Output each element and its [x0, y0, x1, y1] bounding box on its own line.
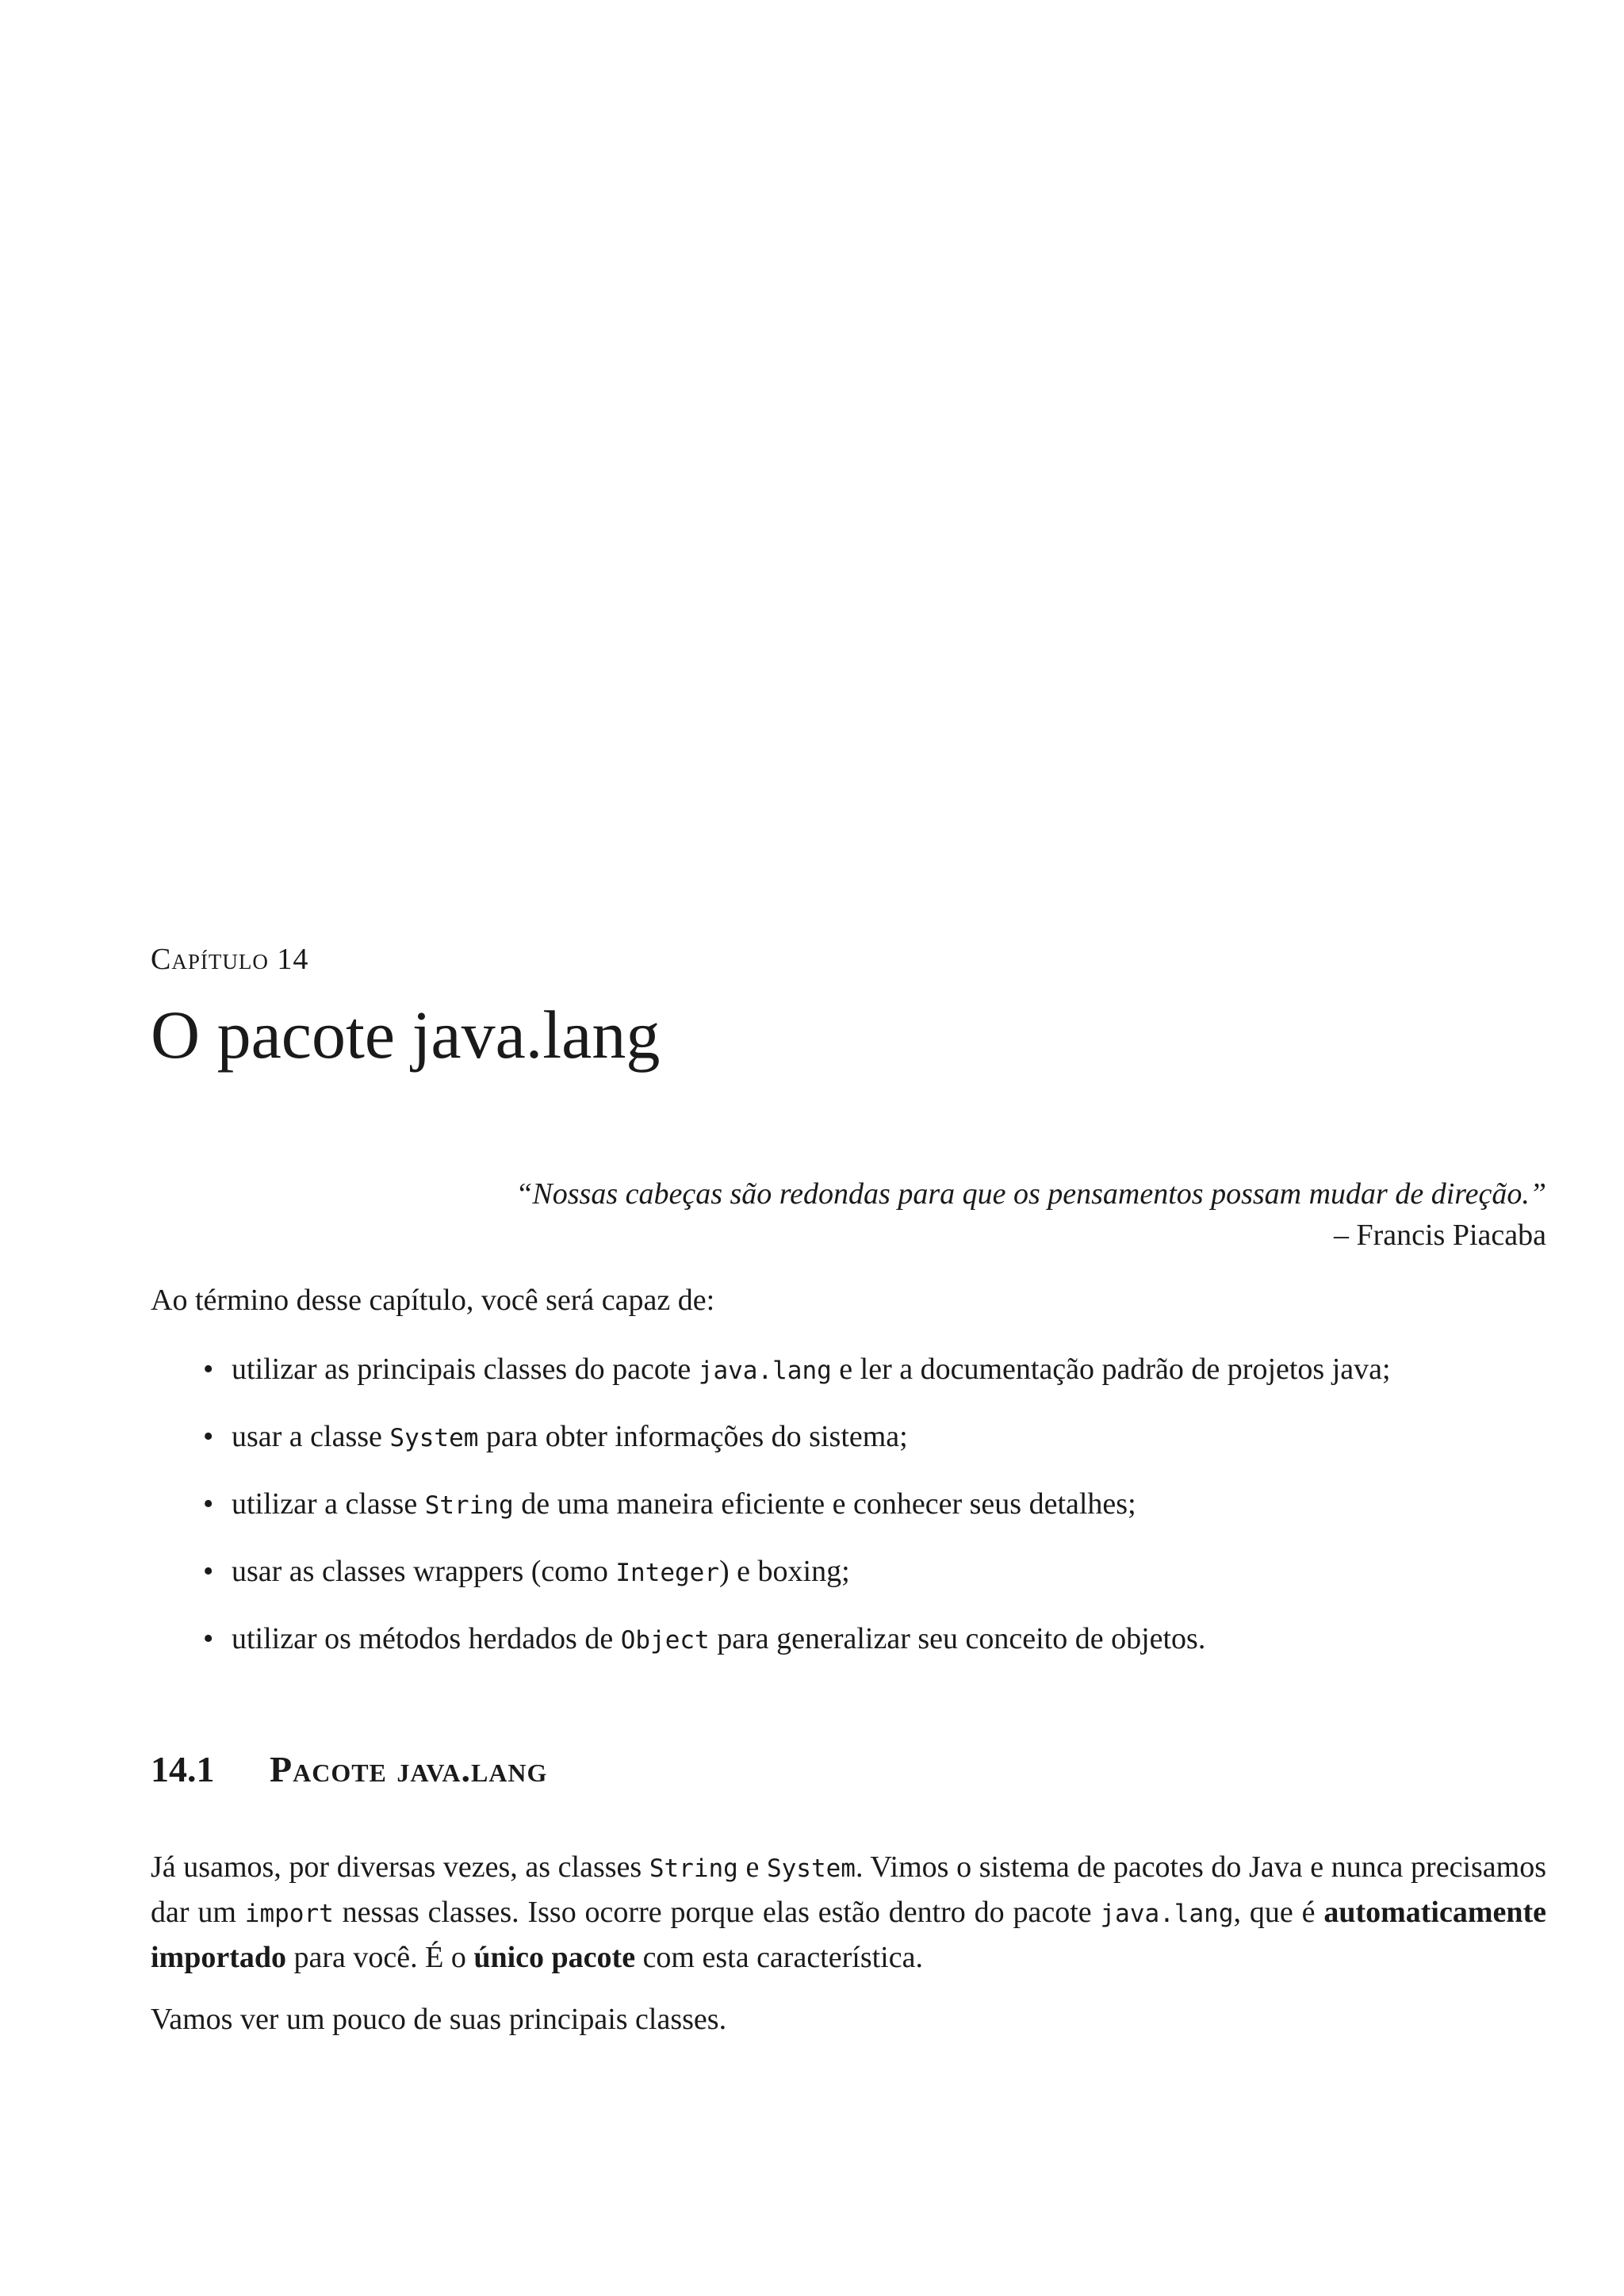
goal-code: java.lang — [698, 1357, 832, 1385]
bullet-icon: • — [203, 1555, 214, 1588]
book-page — [151, 0, 1546, 2296]
goal-text: ) e boxing; — [719, 1555, 850, 1588]
paragraph-text: . Vimos o sistema de pacotes do Java e nunca precisamos dar um — [151, 1850, 1547, 1929]
paragraph-text: para você. É o — [286, 1941, 474, 1974]
goal-code: Object — [620, 1626, 710, 1655]
bullet-icon: • — [203, 1353, 214, 1386]
epigraph-quote: “Nossas cabeças são redondas para que os pensamentos possam mudar de direção.” — [515, 1177, 1546, 1211]
chapter-intro: Ao término desse capítulo, você será capaz de: — [151, 1284, 715, 1317]
paragraph-text: Já usamos, por diversas vezes, as classes — [151, 1850, 649, 1884]
goal-code: System — [389, 1424, 479, 1452]
paragraph-text: e — [737, 1850, 767, 1884]
learning-goals-list — [151, 1348, 1546, 1685]
list-item — [151, 1348, 1546, 1415]
section-heading — [151, 1748, 547, 1790]
section-title: Pacote java.lang — [270, 1749, 548, 1789]
list-item — [151, 1483, 1546, 1550]
inline-code: System — [766, 1854, 856, 1883]
goal-text: de uma maneira eficiente e conhecer seus detalhes; — [513, 1487, 1136, 1521]
goal-text: usar a classe — [232, 1420, 390, 1453]
goal-text: para generalizar seu conceito de objetos. — [709, 1622, 1206, 1655]
goal-text: para obter informações do sistema; — [478, 1420, 908, 1453]
inline-code: import — [244, 1900, 334, 1928]
bold-text: único pacote — [473, 1941, 636, 1974]
goal-text: utilizar as principais classes do pacote — [232, 1353, 699, 1386]
list-item — [151, 1617, 1546, 1685]
body-paragraph — [151, 1846, 1546, 1980]
bullet-icon: • — [203, 1420, 214, 1453]
epigraph-author: – Francis Piacaba — [1333, 1219, 1546, 1252]
goal-text: utilizar a classe — [232, 1487, 425, 1521]
bold-text: automaticamente importado — [151, 1896, 1547, 1974]
goal-text: e ler a documentação padrão de projetos java; — [831, 1353, 1391, 1386]
bullet-icon: • — [203, 1487, 214, 1521]
inline-code: java.lang — [1100, 1900, 1234, 1928]
chapter-label: Capítulo 14 — [151, 943, 309, 976]
bullet-icon: • — [203, 1622, 214, 1655]
paragraph-text: , que é — [1233, 1896, 1324, 1929]
goal-code: String — [424, 1491, 514, 1520]
goal-text: usar as classes wrappers (como — [232, 1555, 616, 1588]
list-item — [151, 1550, 1546, 1617]
goal-code: Integer — [615, 1559, 719, 1587]
list-item — [151, 1415, 1546, 1483]
body-paragraph: Vamos ver um pouco de suas principais classes. — [151, 2003, 727, 2036]
paragraph-text: nessas classes. Isso ocorre porque elas estão dentro do pacote — [333, 1896, 1101, 1929]
paragraph-text: com esta característica. — [635, 1941, 923, 1974]
chapter-title: O pacote java.lang — [151, 997, 661, 1073]
section-number: 14.1 — [151, 1749, 215, 1789]
epigraph — [151, 1173, 1546, 1256]
goal-text: utilizar os métodos herdados de — [232, 1622, 621, 1655]
inline-code: String — [649, 1854, 738, 1883]
